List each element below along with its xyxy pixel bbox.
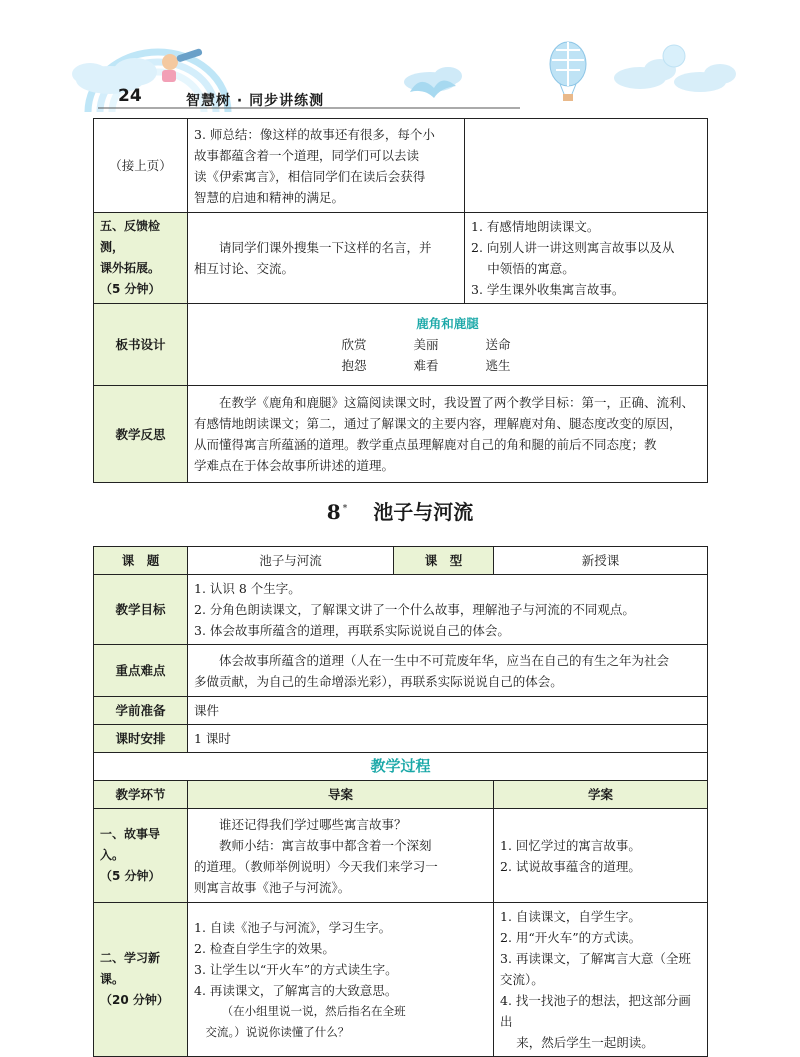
feedback-guide-line: 相互讨论、交流。 <box>194 261 295 276</box>
guide-line: 则寓言故事《池子与河流》。 <box>194 879 351 895</box>
step2-study-cell <box>494 903 708 1057</box>
continued-empty-cell <box>465 119 708 213</box>
step2-label <box>94 903 188 1057</box>
lesson-heading <box>0 496 800 525</box>
col-study-header: 学案 <box>494 781 708 809</box>
sun-icon <box>663 45 685 67</box>
table-row <box>94 809 708 903</box>
guide-line: 教师小结：寓言故事中都含着一个深刻 <box>219 837 432 853</box>
time-value: 1 课时 <box>188 725 708 753</box>
continued-line: 故事都蕴含着一个道理，同学们可以去读 <box>194 147 420 163</box>
list-item: 1. 自读《池子与河流》，学习生字。 <box>194 919 392 935</box>
key-line: 体会故事所蕴含的道理（人在一生中不可荒废年华，应当在自己的有生之年为社会 <box>219 652 670 668</box>
board-title: 鹿角和鹿腿 <box>416 316 479 331</box>
feedback-label-line: 课外拓展。 <box>100 261 161 275</box>
continued-line: 3. 师总结：像这样的故事还有很多，每个小 <box>194 126 435 142</box>
board-design-cell <box>188 304 708 386</box>
guide-line: 的道理。（教师举例说明）今天我们来学习一 <box>194 858 438 874</box>
table-row <box>94 645 708 697</box>
continued-line: 读《伊索寓言》，相信同学们在读后会获得 <box>194 168 426 184</box>
list-item: 2. 试说故事蕴含的道理。 <box>500 858 641 874</box>
list-item: 3. 体会故事所蕴含的道理，再联系实际说说自己的体会。 <box>194 623 510 638</box>
board-word: 美丽 <box>413 337 439 352</box>
guide-note-line: （在小组里说一说，然后指名在全班 <box>221 1003 406 1018</box>
reflection-line: 在教学《鹿角和鹿腿》这篇阅读课文时，我设置了两个教学目标：第一，正确、流利、 <box>219 395 695 410</box>
col-guide-header: 导案 <box>188 781 494 809</box>
table-row <box>94 575 708 645</box>
reflection-line: 从而懂得寓言所蕴涵的道理。教学重点虽理解鹿对自己的角和腿的前后不同态度；教 <box>194 437 657 452</box>
list-item: 2. 分角色朗读课文，了解课文讲了一个什么故事，理解池子与河流的不同观点。 <box>194 602 635 617</box>
list-item: 2. 用“开火车”的方式读。 <box>500 930 642 945</box>
reflection-line: 学难点在于体会故事所讲述的道理。 <box>194 458 395 473</box>
list-item: 3. 再读课文，了解寓言大意（全班交流）。 <box>500 951 691 987</box>
continued-line: 智慧的启迪和精神的满足。 <box>194 189 345 205</box>
feedback-guide-cell <box>188 213 465 304</box>
time-label: 课时安排 <box>94 725 188 753</box>
table-row <box>94 753 708 781</box>
table-row <box>94 304 708 386</box>
goals-label: 教学目标 <box>94 575 188 645</box>
board-word: 欣赏 <box>341 337 367 352</box>
list-item: 1. 回忆学过的寓言故事。 <box>500 837 641 853</box>
step1-guide-cell <box>188 809 494 903</box>
list-item: 1. 自读课文，自学生字。 <box>500 909 641 924</box>
step1-label <box>94 809 188 903</box>
list-item: 1. 认识 8 个生字。 <box>194 581 301 596</box>
list-item: 1. 有感情地朗读课文。 <box>471 219 600 234</box>
step-label-line: 二、学习新课。 <box>100 951 161 986</box>
step-label-line: 一、故事导入。 <box>100 827 161 862</box>
topic-label: 课 题 <box>94 547 188 575</box>
continued-label: （接上页） <box>94 119 188 213</box>
reflection-line: 有感情地朗读课文；第二，通过了解课文的主要内容，理解鹿对角、腿态度改变的原因， <box>194 416 682 431</box>
board-word: 送命 <box>485 337 511 352</box>
hot-air-balloon-icon <box>550 42 586 101</box>
key-label: 重点难点 <box>94 645 188 697</box>
list-item: 4. 再读课文，了解寓言的大致意思。 <box>194 982 398 998</box>
board-row <box>194 355 701 376</box>
goals-cell <box>188 575 708 645</box>
lesson-mark: * <box>342 504 348 515</box>
feedback-label-line: 五、反馈检测， <box>100 219 161 254</box>
feedback-study-cell <box>465 213 708 304</box>
page-header <box>0 0 800 118</box>
feedback-guide-line: 请同学们课外搜集一下这样的名言，并 <box>219 240 432 255</box>
list-item: 3. 让学生以“开火车”的方式读生字。 <box>194 961 398 977</box>
book-title: 智慧树 · 同步讲练测 <box>186 93 325 109</box>
reflection-label: 教学反思 <box>94 386 188 483</box>
type-value: 新授课 <box>494 547 708 575</box>
lesson-plan-table <box>93 546 708 1057</box>
table-row <box>94 213 708 304</box>
lesson-title: 池子与河流 <box>373 500 474 524</box>
type-label: 课 型 <box>394 547 494 575</box>
list-item: 2. 检查自学生字的效果。 <box>194 940 335 956</box>
table-row <box>94 547 708 575</box>
board-row <box>194 334 701 355</box>
board-word: 逃生 <box>485 358 511 373</box>
board-word: 难看 <box>413 358 439 373</box>
prep-label: 学前准备 <box>94 697 188 725</box>
guide-line: 谁还记得我们学过哪些寓言故事？ <box>219 816 407 832</box>
table-row <box>94 725 708 753</box>
step2-guide-cell <box>188 903 494 1057</box>
key-line: 多做贡献，为自己的生命增添光彩），再联系实际说说自己的体会。 <box>194 673 563 689</box>
table-row <box>94 903 708 1057</box>
table-row <box>94 119 708 213</box>
list-item: 3. 学生课外收集寓言故事。 <box>471 282 625 297</box>
topic-value: 池子与河流 <box>188 547 394 575</box>
list-item: 4. 找一找池子的想法，把这部分画出 <box>500 993 691 1029</box>
lesson-number: 8 <box>326 500 341 524</box>
list-item: 中领悟的寓意。 <box>487 261 575 276</box>
table-row <box>94 386 708 483</box>
feedback-label-line: （5 分钟） <box>100 282 161 296</box>
page-number: 24 <box>118 86 142 106</box>
list-item: 来，然后学生一起朗读。 <box>516 1035 654 1050</box>
board-label: 板书设计 <box>94 304 188 386</box>
guide-note-line: 交流。）说说你读懂了什么？ <box>205 1024 350 1039</box>
table-row <box>94 697 708 725</box>
col-step-header: 教学环节 <box>94 781 188 809</box>
key-cell <box>188 645 708 697</box>
process-title: 教学过程 <box>94 753 708 781</box>
step-label-line: （5 分钟） <box>100 869 161 883</box>
list-item: 2. 向别人讲一讲这则寓言故事以及从 <box>471 240 675 255</box>
reflection-cell <box>188 386 708 483</box>
continued-summary-cell <box>188 119 465 213</box>
step-label-line: （20 分钟） <box>100 993 169 1007</box>
board-word: 抱怨 <box>341 358 367 373</box>
feedback-label <box>94 213 188 304</box>
continuation-table <box>93 118 708 483</box>
step1-study-cell <box>494 809 708 903</box>
prep-value: 课件 <box>188 697 708 725</box>
table-row <box>94 781 708 809</box>
